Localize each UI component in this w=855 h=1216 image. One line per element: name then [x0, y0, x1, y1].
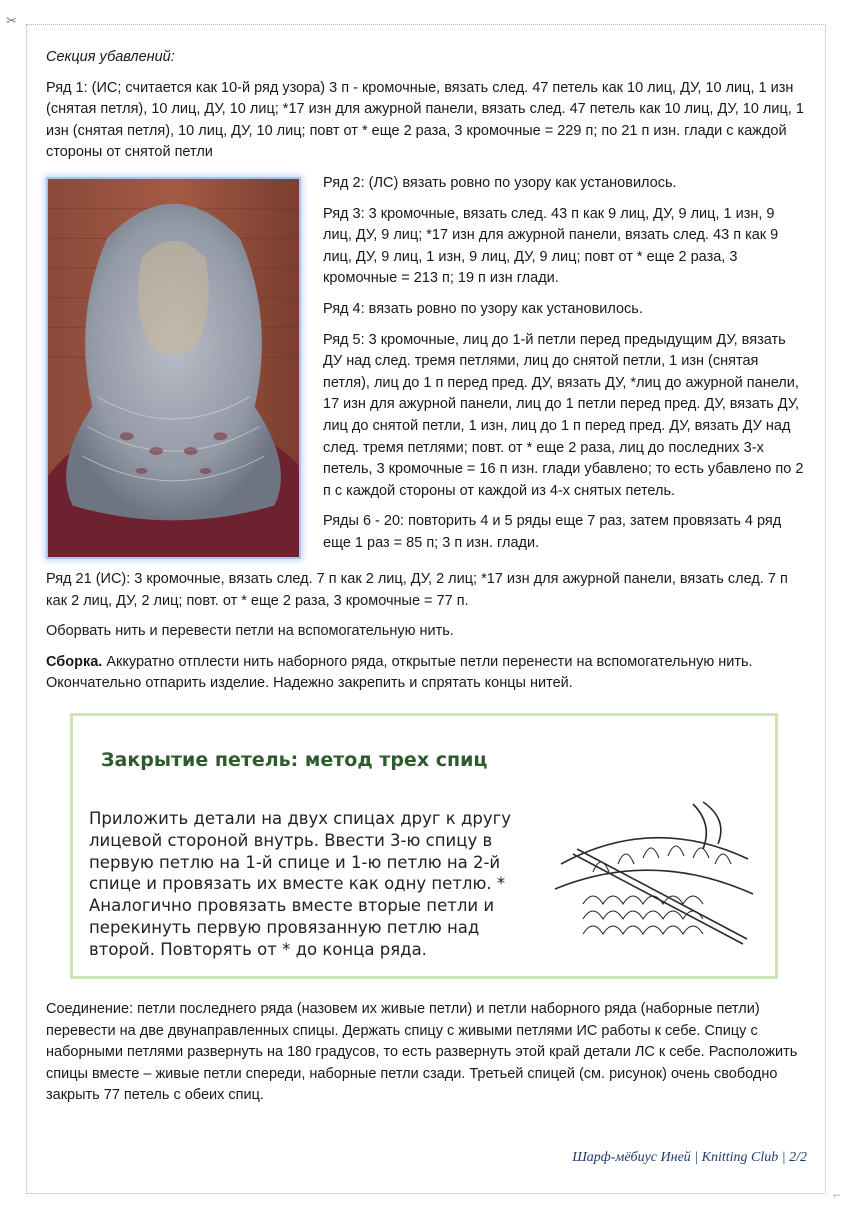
infobox-title: Закрытие петель: метод трех спиц [101, 748, 488, 771]
corner-mark-icon: ⌐ [832, 1191, 841, 1202]
scarf-photo-image [48, 179, 299, 557]
cut-yarn-paragraph: Оборвать нить и перевести петли на вспомогательную нить. [46, 623, 454, 640]
assembly-text: Аккуратно отплести нить наборного ряда, открытые петли перенести на вспомогательную нить. Окончательно отпарить изделие. Надежно закрепить и спрятать концы нитей. [46, 653, 753, 692]
row-21-paragraph: Ряд 21 (ИС): 3 кромочные, вязать след. 7 п как 2 лиц, ДУ, 2 лиц; *17 изн для ажурной панели, вязать след. 7 п как 2 лиц, ДУ, 2 лиц; повт. от * еще 2 раза, 3 кромочные = 77 п. [46, 570, 788, 609]
row-4-paragraph: Ряд 4: вязать ровно по узору как установилось. [323, 300, 643, 317]
page-content [46, 47, 806, 1116]
joining-paragraph: Соединение: петли последнего ряда (назовем их живые петли) и петли наборного ряда (наборные петли) перевести на две двунаправленных спицы. Держать спицу с живыми петлями ИС работы к себе. Спицу с наборными петлями развернуть на 180 градусов, то есть развернуть этой край детали ЛС к себе. Расположить спицы вместе – живые петли спереди, наборные петли сзади. Третьей спицей (см. рисунок) очень свободно закрыть 77 петель с обеих спиц. [46, 1000, 798, 1104]
page-footer: Шарф-мёбиус Иней | Knitting Club | 2/2 [572, 1150, 807, 1165]
row-5-paragraph: Ряд 5: 3 кромочные, лиц до 1-й петли перед предыдущим ДУ, вязать ДУ над след. тремя петлями, лиц до снятой петли, 1 изн (снятая петля), лиц до 1 п перед пред. ДУ, вязать ДУ, *лиц до ажурной панели, 17 изн для ажурной панели, лиц до 1 петли перед пред. ДУ, вязать ДУ, лиц до снятой петли, 1 изн, лиц до 1 п перед пред. ДУ, вязать ДУ над след. тремя петлями; повт. от * еще 2 раза, лиц до последних 3-х петель, 3 кромочные = 16 п изн. глади убавлено; то есть убавлено по 2 п с каждой стороны от каждой из 4-х снятых петель. [323, 331, 804, 499]
scarf-photo [46, 177, 301, 559]
assembly-label: Сборка. [46, 653, 103, 670]
row-2-paragraph: Ряд 2: (ЛС) вязать ровно по узору как установилось. [323, 174, 677, 191]
rows-6-20-paragraph: Ряды 6 - 20: повторить 4 и 5 ряды еще 7 раз, затем провязать 4 ряд еще 1 раз = 85 п; 3 п изн. глади. [323, 513, 782, 551]
section-heading: Секция убавлений: [46, 49, 175, 65]
scissors-icon: ✂ [6, 14, 17, 29]
row-1-paragraph: Ряд 1: (ИС; считается как 10-й ряд узора) 3 п - кромочные, вязать след. 47 петель как 10 лиц, ДУ, 10 лиц, 1 изн (снятая петля), 10 лиц, ДУ, 10 лиц; *17 изн для ажурной панели, вязать след. 47 петель как 10 лиц, ДУ, 10 лиц, 1 изн (снятая петля), 10 лиц, ДУ, 10 лиц; повт от * еще 2 раза, 3 кромочные = 229 п; по 21 п изн. глади с каждой стороны от снятой петли [46, 79, 804, 161]
infobox-text: Приложить детали на двух спицах друг к другу лицевой стороной внутрь. Ввести 3-ю спицу в первую петлю на 1-й спице и 1-ю петлю на 2-й спице и провязать их вместе как одну петлю. * Аналогично провязать вместе вторые петли и перекинуть первую провязанную петлю над второй. Повторять от * до конца ряда. [89, 808, 512, 959]
bind-off-infobox [70, 713, 778, 979]
row-3-paragraph: Ряд 3: 3 кромочные, вязать след. 43 п как 9 лиц, ДУ, 9 лиц, 1 изн, 9 лиц, ДУ, 9 лиц; *17 изн для ажурной панели, вязать след. 43 п как 9 лиц, ДУ, 9 лиц, 1 изн, 9 лиц, ДУ, 9 лиц; повт от * еще 2 раза, 3 кромочные = 213 п; 19 п изн глади. [323, 205, 779, 287]
assembly-paragraph [46, 652, 806, 695]
three-needle-bindoff-illustration [543, 794, 763, 964]
